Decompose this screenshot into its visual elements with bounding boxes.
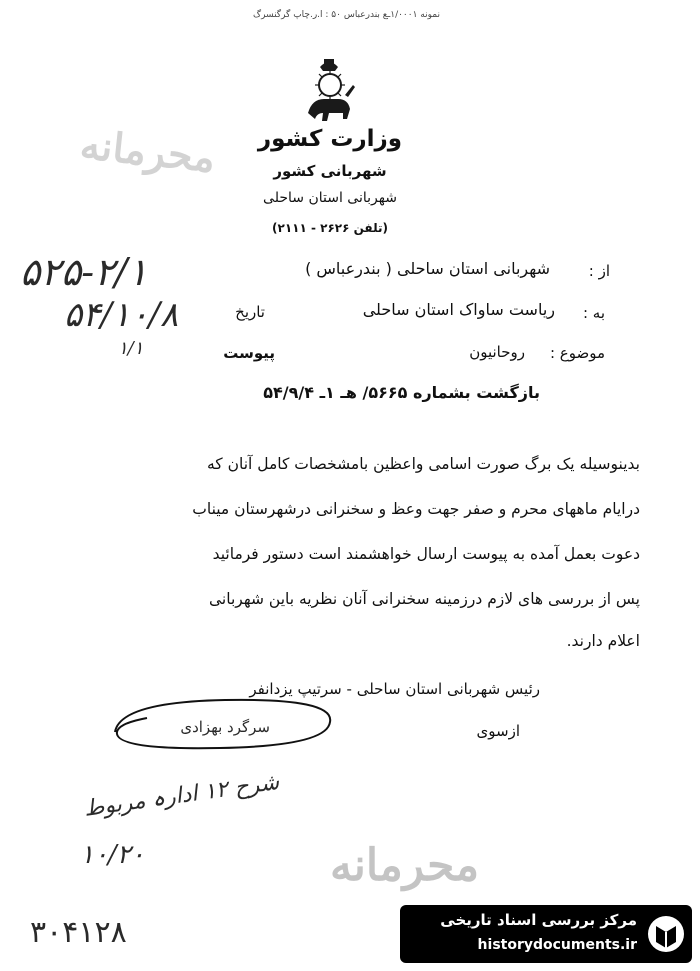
handwritten-note-date: ۱۰/۲۰	[80, 840, 145, 870]
handwritten-letter-number: ۵۲۵-۲/۱	[20, 250, 148, 294]
return-reference: بازگشت بشماره ۵۶۶۵/ هـ ۱ـ ۵۴/۹/۴	[263, 383, 540, 402]
body-line-3: دعوت بعمل آمده به پیوست ارسال خواهشمند است دستور فرمائید	[212, 545, 640, 563]
body-line-1: بدینوسیله یک برگ صورت اسامی واعظین بامشخصات کامل آنان که	[206, 455, 640, 473]
body-line-2: درایام ماههای محرم و صفر جهت وعظ و سخنرانی درشهرستان میناب	[192, 500, 640, 518]
signed-name: سرگرد بهزادی	[180, 718, 270, 736]
handwritten-note: شرح ۱۲ ادارہ مربوط	[82, 769, 281, 822]
archive-watermark	[400, 905, 692, 963]
to-value: ریاست ساواک استان ساحلی	[362, 300, 555, 319]
ministry-title: وزارت کشور	[257, 126, 403, 152]
confidential-stamp-bottom: محرمانه	[330, 840, 480, 891]
signatory-title: رئیس شهربانی استان ساحلی - سرتیپ یزدانفر	[249, 680, 540, 698]
police-title: شهربانی کشور	[273, 162, 387, 180]
body-line-4: پس از بررسی های لازم درزمینه سخنرانی آنان نظریه باین شهربانی	[209, 590, 640, 608]
province-police-title: شهربانی استان ساحلی	[263, 190, 397, 206]
date-label: تاریخ	[235, 303, 265, 321]
subject-value: روحانیون	[469, 343, 525, 361]
confidential-stamp-top: محرمانه	[77, 121, 218, 182]
subject-label: موضوع :	[549, 344, 605, 362]
to-label: به :	[582, 304, 605, 322]
archive-name: مرکز بررسی اسناد تاریخی	[440, 911, 637, 929]
handwritten-attachment: ۱/۱	[118, 338, 144, 359]
handwritten-letter-date: ۵۴/۱۰/۸	[64, 295, 179, 335]
top-print-note: نمونه ۱/۰۰۰۱ـع بندرعباس ۵۰ : ا.ر.چاپ گرگنسرگ	[253, 10, 440, 20]
archive-url: historydocuments.ir	[477, 937, 637, 953]
archive-logo-icon	[644, 912, 688, 956]
body-line-5: اعلام دارند.	[566, 632, 640, 650]
on-behalf-label: ازسوی	[476, 722, 520, 740]
from-label: از :	[588, 262, 610, 280]
document-number: ۳۰۴۱۲۸	[30, 915, 127, 950]
lion-and-sun-emblem	[298, 55, 360, 125]
from-value: شهربانی استان ساحلی ( بندرعباس )	[305, 259, 550, 278]
attachment-label: پیوست	[223, 344, 275, 362]
phone-number: (تلفن ۲۶۲۶ - ۲۱۱۱)	[272, 221, 388, 235]
